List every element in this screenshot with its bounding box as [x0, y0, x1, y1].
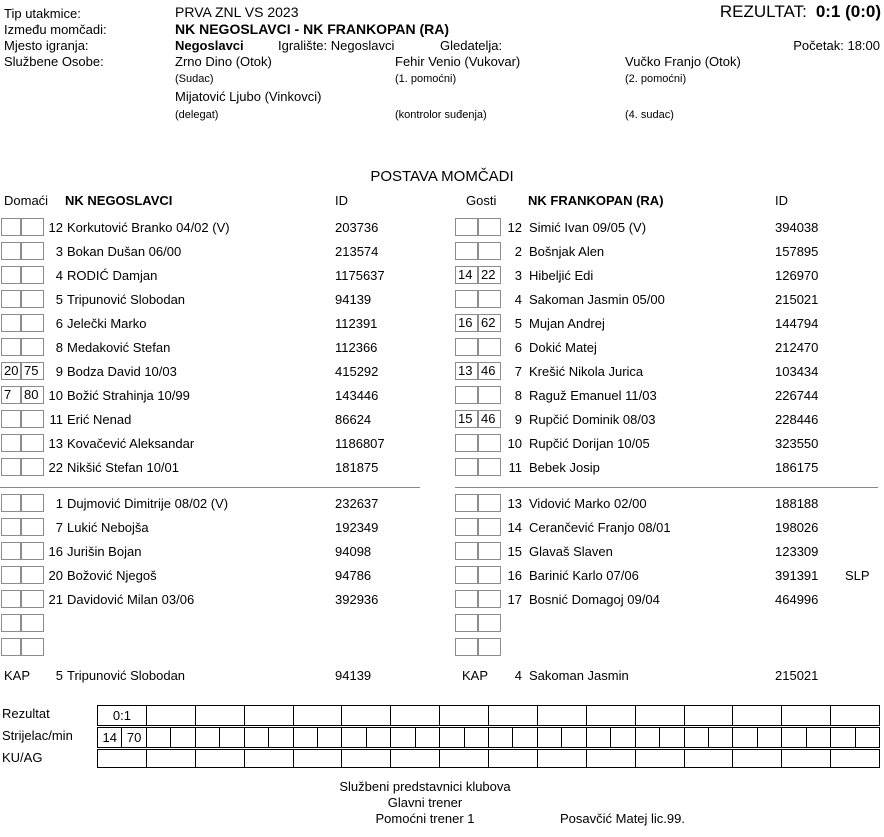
home-player-id: 213574 [335, 244, 379, 259]
result-table-cell: 14 [102, 730, 117, 745]
cards-row-label: KU/AG [2, 750, 43, 765]
away-player-id: 226744 [775, 388, 819, 403]
home-sub-in-box [1, 590, 21, 608]
away-player-number: 6 [514, 340, 522, 355]
result-table-cell [244, 728, 268, 747]
home-player-name: Medaković Stefan [67, 340, 171, 355]
result-table-cell [390, 728, 414, 747]
away-player-id: 144794 [775, 316, 819, 331]
result-table-cell [561, 728, 585, 747]
result-table-cell [830, 750, 879, 767]
result-table-cell [586, 706, 635, 725]
official-assistant1-role: (1. pomoćni) [395, 73, 457, 85]
result-table-cell [757, 728, 781, 747]
home-sub-in-box: 20 [1, 362, 21, 380]
result-table-cell [855, 728, 879, 747]
away-sub-in-box [455, 494, 478, 512]
away-sub-in-box [455, 590, 478, 608]
home-player-name: Tripunović Slobodan [67, 292, 186, 307]
away-player-name: Hibeljić Edi [529, 268, 594, 283]
home-player-name: Lukić Nebojša [67, 520, 149, 535]
result-table-cell [195, 706, 244, 725]
home-player-id: 94098 [335, 544, 372, 559]
result-header [720, 2, 881, 21]
away-player-number: 11 [508, 460, 522, 475]
home-player-number: 7 [55, 520, 63, 535]
home-captain-name: Tripunović Slobodan [67, 668, 186, 683]
home-player-name: Korkutović Branko 04/02 (V) [67, 220, 230, 235]
result-table-cell [806, 728, 830, 747]
away-player-number: 14 [507, 520, 522, 535]
away-player-number: 7 [514, 364, 522, 379]
result-table-cell [244, 706, 293, 725]
result-table-cell [537, 728, 561, 747]
home-player-id: 203736 [335, 220, 379, 235]
home-team-name: NK NEGOSLAVCI [65, 193, 173, 208]
away-player-number: 9 [514, 412, 522, 427]
result-table-row-rezultat [97, 705, 880, 726]
home-player-number: 10 [48, 388, 63, 403]
result-table-cell [293, 750, 342, 767]
home-player-name: Božović Njegoš [67, 568, 157, 583]
result-table-cell [439, 750, 488, 767]
result-table-cell [390, 750, 439, 767]
result-table-cell [684, 728, 708, 747]
away-player-name: Rupčić Dorijan 10/05 [529, 436, 650, 451]
home-player-number: 1 [55, 496, 63, 511]
away-player-number: 15 [507, 544, 522, 559]
result-table-cell: 0:1 [112, 708, 131, 723]
result-table-cell [195, 728, 219, 747]
result-table-cell [635, 750, 684, 767]
away-player-name: Barinić Karlo 07/06 [529, 568, 639, 583]
result-table-cell [219, 728, 243, 747]
home-player-id: 181875 [335, 460, 379, 475]
home-sub-in-box [1, 458, 21, 476]
away-side-label: Gosti [466, 193, 497, 208]
away-sub-in-box [455, 614, 478, 632]
home-player-number: 6 [55, 316, 63, 331]
result-table-cell [659, 728, 683, 747]
home-player-id: 94139 [335, 292, 372, 307]
venue-label: Mjesto igranja: [4, 38, 89, 53]
result-table-cell [708, 728, 732, 747]
home-sub-out-box: 75 [21, 362, 44, 380]
home-subs-separator [0, 487, 420, 488]
venue-value: Negoslavci [175, 38, 244, 53]
officials-label: Službene Osobe: [4, 54, 104, 69]
home-player-id: 232637 [335, 496, 379, 511]
home-player-number: 20 [48, 568, 63, 583]
away-sub-in-box [455, 566, 478, 584]
away-sub-in-box [455, 242, 478, 260]
home-sub-in-box: 7 [1, 386, 21, 404]
home-player-number: 11 [49, 412, 63, 427]
home-player-id: 112366 [335, 340, 378, 355]
home-kap-label: KAP [4, 668, 31, 683]
attendance-label: Gledatelja: [440, 38, 503, 53]
home-sub-in-box [1, 242, 21, 260]
away-player-id: 228446 [775, 412, 819, 427]
official-fourth-role: (4. sudac) [625, 109, 674, 121]
result-table-cell [293, 706, 342, 725]
result-table-cell [488, 706, 537, 725]
home-player-number: 8 [55, 340, 63, 355]
home-sub-in-box [1, 410, 21, 428]
home-sub-in-box [1, 566, 21, 584]
away-player-number: 3 [514, 268, 522, 283]
home-player-id: 415292 [335, 364, 379, 379]
away-player-id: 212470 [775, 340, 819, 355]
footer-club-representative: Posavčić Matej lic.99. [560, 811, 685, 826]
home-sub-in-box [1, 314, 21, 332]
away-sub-in-box: 16 [455, 314, 478, 332]
away-player-name: Rupčić Dominik 08/03 [529, 412, 656, 427]
away-player-name: Bošnjak Alen [529, 244, 605, 259]
away-sub-out-box [478, 614, 501, 632]
official-delegate-role: (delegat) [175, 109, 219, 121]
result-table-cell [830, 728, 854, 747]
result-table-cell [684, 706, 733, 725]
away-player-name: Glavaš Slaven [529, 544, 613, 559]
result-table-cell [732, 706, 781, 725]
result-table-cell [244, 750, 293, 767]
result-table-cell [610, 728, 634, 747]
away-player-id: 391391 [775, 568, 819, 583]
home-player-name: Jurišin Bojan [67, 544, 142, 559]
result-table-cell [195, 750, 244, 767]
away-sub-in-box [455, 542, 478, 560]
result-table-cell [341, 728, 365, 747]
result-table-cell [586, 728, 610, 747]
result-table-cell [464, 728, 488, 747]
away-player-id: 464996 [775, 592, 819, 607]
result-table-cell [268, 728, 292, 747]
official-delegate-name: Mijatović Ljubo (Vinkovci) [175, 89, 322, 104]
official-referee-name: Zrno Dino (Otok) [175, 54, 272, 69]
away-player-name: Bosnić Domagoj 09/04 [529, 592, 660, 607]
away-player-id: 215021 [775, 292, 819, 307]
match-type-label: Tip utakmice: [4, 6, 81, 21]
away-sub-in-box [455, 386, 478, 404]
home-player-number: 22 [48, 460, 63, 475]
home-sub-in-box [1, 266, 21, 284]
home-sub-in-box [1, 290, 21, 308]
result-row-label: Rezultat [2, 706, 50, 721]
home-player-name: Bokan Dušan 06/00 [67, 244, 182, 259]
away-team-name: NK FRANKOPAN (RA) [528, 193, 664, 208]
away-player-number: 10 [507, 436, 522, 451]
match-type-value: PRVA ZNL VS 2023 [175, 4, 299, 20]
result-table-cell [293, 728, 317, 747]
result-table-cell [170, 728, 194, 747]
away-player-id: 198026 [775, 520, 819, 535]
home-player-name: RODIĆ Damjan [67, 268, 158, 283]
away-sub-out-box: 46 [478, 362, 501, 380]
away-sub-in-box: 14 [455, 266, 478, 284]
away-player-name: Simić Ivan 09/05 (V) [529, 220, 647, 235]
result-value: 0:1 (0:0) [815, 2, 881, 21]
away-sub-in-box: 13 [455, 362, 478, 380]
result-table-cell [537, 750, 586, 767]
home-captain-id: 94139 [335, 668, 372, 683]
result-table-cell [488, 728, 512, 747]
pitch-value: Igralište: Negoslavci [278, 38, 395, 53]
away-sub-in-box: 15 [455, 410, 478, 428]
away-player-name: Cerančević Franjo 08/01 [529, 520, 671, 535]
away-sub-in-box [455, 434, 478, 452]
home-player-id: 94786 [335, 568, 372, 583]
result-table-cell [146, 750, 195, 767]
result-table-cell [684, 750, 733, 767]
home-player-number: 12 [48, 220, 63, 235]
away-player-id: 323550 [775, 436, 819, 451]
teams-value: NK NEGOSLAVCI - NK FRANKOPAN (RA) [175, 21, 450, 37]
home-player-name: Dujmović Dimitrije 08/02 (V) [67, 496, 229, 511]
away-player-id: 186175 [775, 460, 819, 475]
home-sub-in-box [1, 494, 21, 512]
home-player-name: Nikšić Stefan 10/01 [67, 460, 180, 475]
footer-line-head-coach: Glavni trener [387, 795, 463, 810]
home-player-number: 9 [55, 364, 63, 379]
result-table-cell [439, 706, 488, 725]
away-player-name: Krešić Nikola Jurica [529, 364, 644, 379]
result-table-cell [146, 728, 170, 747]
home-player-id: 112391 [335, 316, 378, 331]
away-sub-out-box: 46 [478, 410, 501, 428]
result-table-cell: 70 [121, 728, 145, 747]
home-sub-in-box [1, 542, 21, 560]
away-player-name: Sakoman Jasmin 05/00 [529, 292, 665, 307]
home-player-name: Bodza David 10/03 [67, 364, 177, 379]
away-captain-name: Sakoman Jasmin [529, 668, 629, 683]
away-player-name: Bebek Josip [529, 460, 600, 475]
result-table-cell [317, 728, 341, 747]
away-player-id: 157895 [775, 244, 819, 259]
home-player-name: Davidović Milan 03/06 [67, 592, 195, 607]
away-player-id: 394038 [775, 220, 819, 235]
home-player-id: 192349 [335, 520, 379, 535]
home-player-name: Jelečki Marko [67, 316, 147, 331]
result-table-cell [366, 728, 390, 747]
footer-line-representatives: Službeni predstavnici klubova [339, 779, 511, 794]
official-assistant2-role: (2. pomoćni) [625, 73, 687, 85]
footer-line-assistant-coach: Pomoćni trener 1 [375, 811, 475, 826]
home-player-number: 5 [55, 292, 63, 307]
home-sub-out-box [21, 638, 44, 656]
home-player-id: 86624 [335, 412, 372, 427]
result-table-cell [98, 750, 146, 767]
result-table-cell [635, 728, 659, 747]
result-table-row-strijelac [97, 727, 880, 748]
home-player-number: 21 [48, 592, 63, 607]
official-assistant1-name: Fehir Venio (Vukovar) [395, 54, 521, 69]
home-sub-out-box [21, 614, 44, 632]
away-sub-in-box [455, 638, 478, 656]
away-player-number: 2 [514, 244, 522, 259]
official-assistant2-name: Vučko Franjo (Otok) [625, 54, 741, 69]
home-player-number: 4 [55, 268, 63, 283]
home-id-header: ID [335, 193, 348, 208]
result-table-cell [781, 728, 805, 747]
result-table-cell [512, 728, 536, 747]
away-sub-in-box [455, 458, 478, 476]
result-table-cell [415, 728, 439, 747]
away-player-id: 123309 [775, 544, 819, 559]
result-table-cell [781, 706, 830, 725]
result-label: REZULTAT: [719, 2, 807, 21]
away-player-number: 13 [507, 496, 522, 511]
result-table-cell [439, 728, 463, 747]
away-player-name: Mujan Andrej [529, 316, 605, 331]
home-player-id: 1175637 [335, 268, 385, 283]
home-player-number: 16 [48, 544, 63, 559]
home-player-number: 3 [55, 244, 63, 259]
lineup-title: POSTAVA MOMČADI [370, 168, 514, 185]
result-table-cell [635, 706, 684, 725]
away-kap-label: KAP [462, 668, 489, 683]
result-table-row-kuag [97, 749, 880, 768]
away-sub-out-box [478, 638, 501, 656]
away-player-number: 8 [514, 388, 522, 403]
official-controller-role: (kontrolor suđenja) [395, 109, 487, 121]
home-player-number: 13 [48, 436, 63, 451]
result-table-cell [341, 706, 390, 725]
away-player-number: 12 [507, 220, 522, 235]
result-table-cell [488, 750, 537, 767]
away-captain-id: 215021 [775, 668, 819, 683]
result-table-cell [390, 706, 439, 725]
home-player-id: 143446 [335, 388, 379, 403]
away-player-name: Dokić Matej [529, 340, 597, 355]
home-captain-number: 5 [55, 668, 63, 683]
away-player-number: 17 [507, 592, 522, 607]
official-referee-role: (Sudac) [175, 73, 214, 85]
kickoff-value: Početak: 18:00 [793, 38, 880, 53]
away-sub-in-box [455, 290, 478, 308]
home-player-name: Kovačević Aleksandar [67, 436, 195, 451]
home-player-name: Erić Nenad [67, 412, 132, 427]
home-sub-in-box [1, 434, 21, 452]
scorer-row-label: Strijelac/min [2, 728, 73, 743]
home-player-name: Božić Strahinja 10/99 [67, 388, 190, 403]
home-sub-in-box [1, 218, 21, 236]
away-player-id: 103434 [775, 364, 819, 379]
away-sub-in-box [455, 518, 478, 536]
teams-label: Između momčadi: [4, 22, 107, 37]
result-table-cell [830, 706, 879, 725]
home-player-id: 1186807 [335, 436, 385, 451]
home-sub-in-box [1, 638, 21, 656]
away-player-id: 188188 [775, 496, 819, 511]
result-table-cell [341, 750, 390, 767]
away-player-name: Raguž Emanuel 11/03 [529, 388, 657, 403]
away-subs-separator [455, 487, 878, 488]
result-table-cell [586, 750, 635, 767]
home-player-id: 392936 [335, 592, 379, 607]
home-side-label: Domaći [4, 193, 49, 208]
home-sub-out-box: 80 [21, 386, 44, 404]
away-player-number: 16 [507, 568, 522, 583]
away-sub-out-box: 62 [478, 314, 501, 332]
away-player-tag: SLP [845, 568, 870, 583]
result-table-cell [781, 750, 830, 767]
home-sub-in-box [1, 338, 21, 356]
home-sub-in-box [1, 518, 21, 536]
away-captain-number: 4 [514, 668, 522, 683]
result-table-cell [537, 706, 586, 725]
result-table-cell [146, 706, 195, 725]
result-table-cell [732, 750, 781, 767]
away-id-header: ID [775, 193, 788, 208]
home-sub-in-box [1, 614, 21, 632]
away-player-id: 126970 [775, 268, 819, 283]
result-table-cell [732, 728, 756, 747]
away-player-number: 4 [514, 292, 522, 307]
away-player-number: 5 [514, 316, 522, 331]
away-sub-in-box [455, 338, 478, 356]
away-sub-in-box [455, 218, 478, 236]
away-player-name: Vidović Marko 02/00 [529, 496, 647, 511]
away-sub-out-box: 22 [478, 266, 501, 284]
